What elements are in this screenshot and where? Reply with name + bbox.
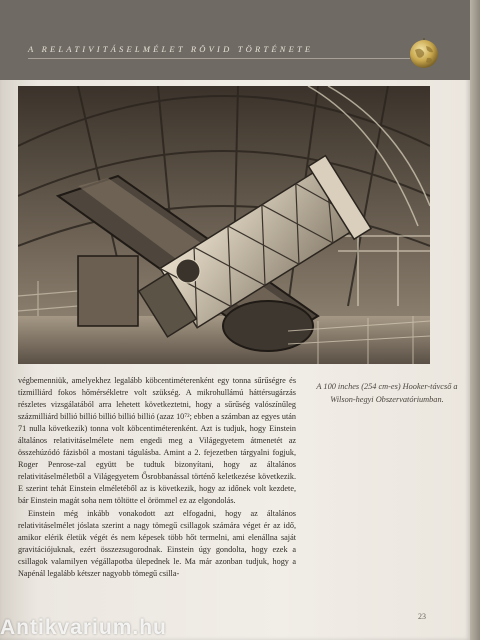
- figure-caption: A 100 inches (254 cm-es) Hooker-távcső a Wilson-hegyi Obszervatóriumban.: [316, 382, 458, 404]
- paragraph-2: Einstein még inkább vonakodott azt elfogadni, hogy az általános relativitáselmélet jóslata szerint a nagy tömegű csillagok számára véget ér az idő, amikor elérik életük végét és nem képesek több hőt termelni, ami elenállna saját gravitációjuknak, ezért összezsugorodnak. Einstein úgy gondolta, hogy ezek a csillagok valamilyen végállapotba ülepednek le. Ma már azonban tudjuk, hogy a Napénál legalább kétszer nagyobb tömegű csilla-: [18, 508, 296, 578]
- watermark: Antikvarium.hu: [0, 616, 167, 639]
- body-text: [18, 375, 296, 580]
- globe-icon: [408, 38, 440, 70]
- header-band: [0, 0, 470, 80]
- page-edge: [470, 0, 480, 640]
- running-title: A RELATIVITÁSELMÉLET RÖVID TÖRTÉNETE: [28, 44, 314, 54]
- page-number: 23: [418, 612, 426, 621]
- header-rule: [28, 58, 410, 59]
- paragraph-1: végbemenniük, amelyekhez legalább köbcentiméterenként egy tonna sűrűségre és tízmilliárd fokos hőmérsékletre volt szükség. A mikrohullámú háttérsugárzás részletes vizsgálatából arra lehetett következtetni, hogy a sűrűség valószínűleg százmilliárd billió billió billió billió billió (azaz 10⁷²; ebben a számban az egyes után 71 nulla következik) tonna volt köbcentiméterenként. Azt is tudjuk, hogy Einstein általános relativitáselmélete nem engedi meg a Világegyetem átmenetét az összehúzódó fázisból a mostani tágulásba. Amint a 2. fejezetben tárgyalni fogjuk, Roger Penrose-zal együtt be tudtuk bizonyítani, hogy az általános relativitáselméletből a Világegyetem Ősrobbanással történő keletkezése következik. E szerint tehát Einstein elméletéből az is következik, hogy az időnek volt kezdete, bár Einstein magát soha nem töltötte el örömmel ez az elgondolás.: [18, 376, 296, 506]
- telescope-photo: [18, 86, 430, 364]
